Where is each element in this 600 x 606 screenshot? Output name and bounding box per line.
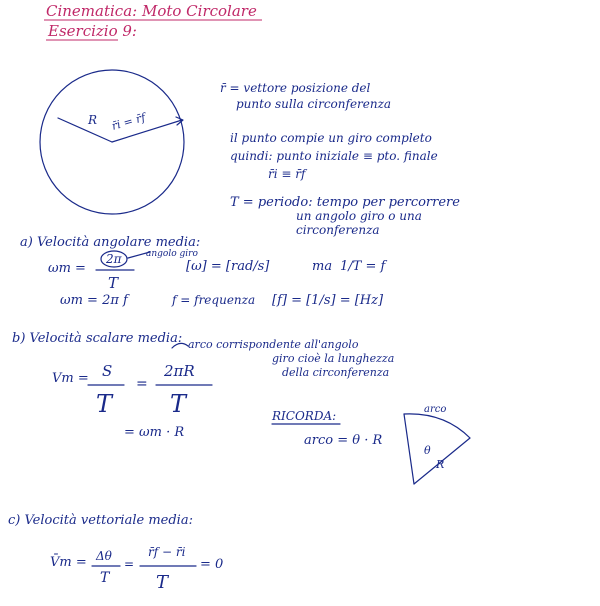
period-line2: un angolo giro o una <box>296 209 422 223</box>
ricorda-label: RICORDA: <box>272 409 337 423</box>
omega-numerator: 2π <box>106 252 122 266</box>
sector-arc-label: arco <box>424 404 447 415</box>
vv-numerator-delta: Δθ <box>96 549 112 563</box>
omega-unit: [ω] = [rad/s] <box>186 259 270 274</box>
part-b-heading: b) Velocità scalare media: <box>12 331 183 346</box>
freq-formula: 1/T = f <box>340 259 386 274</box>
radius-label: R <box>88 113 98 127</box>
vv-lhs: V̄m = <box>50 555 87 570</box>
omega-lhs: ωm = <box>48 261 86 276</box>
circle-figure <box>40 70 184 214</box>
sector-arc <box>404 414 470 438</box>
sector-radius-label: R <box>436 458 445 471</box>
part-a-heading: a) Velocità angolare media: <box>20 235 201 250</box>
vv-numerator-diff: r̄f − r̄i <box>148 545 186 559</box>
arc-note-line2: giro cioè la lunghezza <box>272 352 395 365</box>
lap-line1: il punto compie un giro completo <box>230 131 432 145</box>
r-definition-line1: r̄ = vettore posizione del <box>220 81 371 95</box>
r-definition-line2: punto sulla circonferenza <box>236 97 392 111</box>
period-line1: T = periodo: tempo per percorrere <box>230 195 460 210</box>
arc-note-line3: della circonferenza <box>282 366 390 379</box>
frequency-unit: [f] = [1/s] = [Hz] <box>272 293 384 308</box>
period-line3: circonferenza <box>296 223 380 237</box>
vector-label: r̄i = r̄f <box>110 110 147 133</box>
v-lhs: Vm = <box>52 371 89 386</box>
sector-edge-left <box>404 414 414 484</box>
v-denominator-t1: T <box>96 390 113 418</box>
vv-equals: = <box>124 557 135 571</box>
omega-frequency: ωm = 2π f <box>60 293 128 308</box>
v-denominator-t2: T <box>170 390 187 418</box>
frequency-definition: f = frequenza <box>172 293 256 307</box>
arc-formula: arco = θ · R <box>304 433 383 448</box>
exercise-label: Esercizio 9: <box>48 22 137 40</box>
v-result: = ωm · R <box>124 425 185 440</box>
lap-line3: r̄i ≡ r̄f <box>268 167 306 181</box>
vv-denominator-t1: T <box>100 570 110 586</box>
radius-line <box>58 118 112 142</box>
page-title: Cinematica: Moto Circolare <box>46 2 257 20</box>
sector-theta-label: θ <box>424 444 431 457</box>
arc-note-line1: arco corrispondente all'angolo <box>188 338 359 351</box>
omega-denominator: T <box>108 274 119 292</box>
vv-result: = 0 <box>200 557 224 572</box>
vv-denominator-t2: T <box>156 572 169 593</box>
v-numerator-s: S <box>102 362 113 380</box>
v-numerator-2pir: 2πR <box>164 362 195 380</box>
ma-text: ma <box>312 259 333 274</box>
part-c-heading: c) Velocità vettoriale media: <box>8 513 193 528</box>
sector-sketch <box>404 404 470 484</box>
lap-line2: quindi: punto iniziale ≡ pto. finale <box>230 149 438 163</box>
omega-note: angolo giro <box>146 249 198 259</box>
v-equals: = <box>136 376 148 392</box>
